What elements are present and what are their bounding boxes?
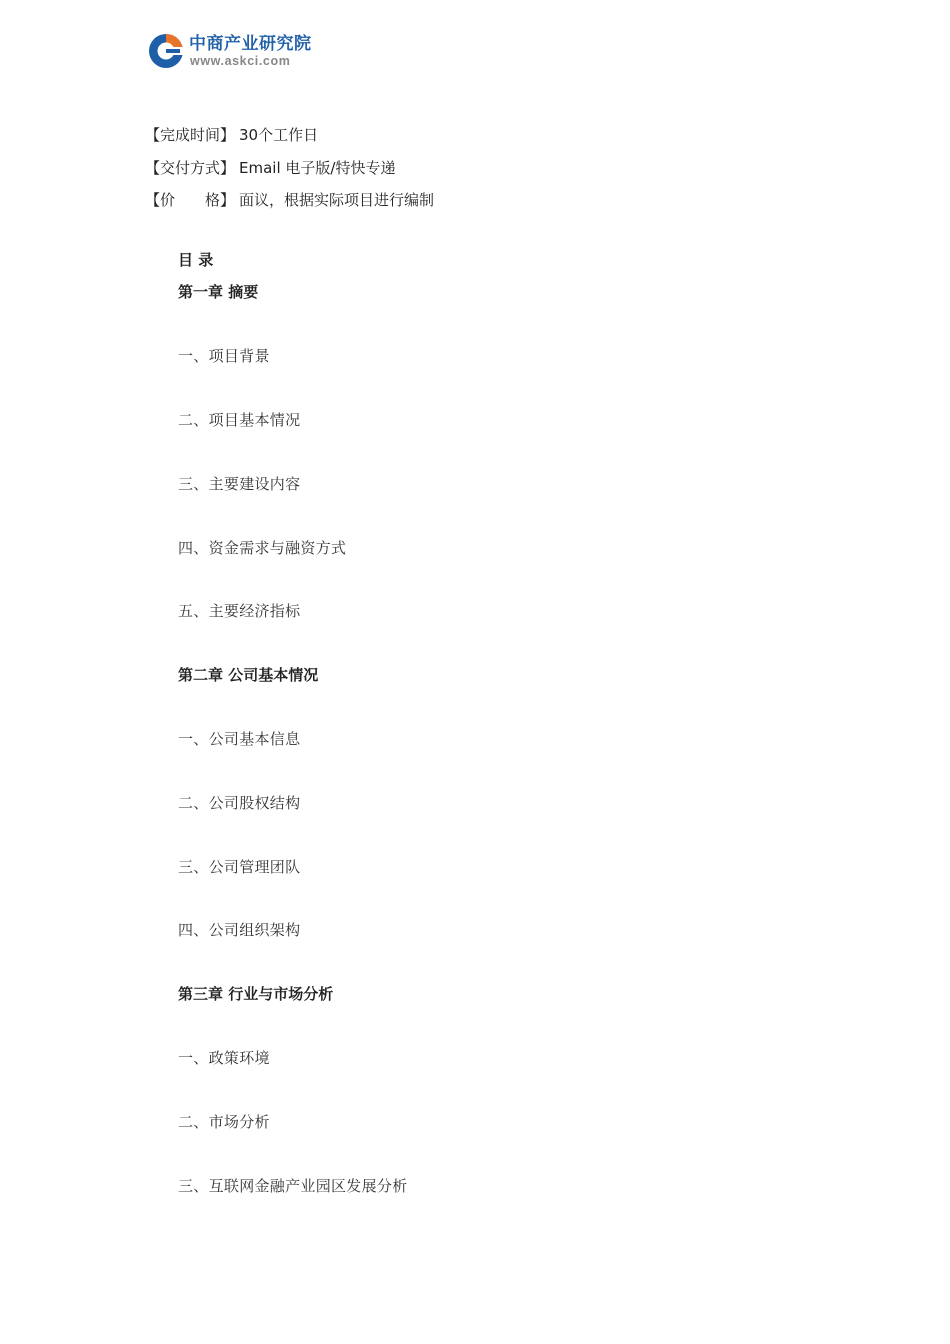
toc-item: 二、市场分析 xyxy=(178,1113,270,1131)
toc-item: 三、互联网金融产业园区发展分析 xyxy=(178,1177,408,1195)
report-meta xyxy=(145,119,434,217)
meta-key: 【交付方式】 xyxy=(145,158,236,177)
toc-item: 一、公司基本信息 xyxy=(178,730,301,748)
toc-item: 二、项目基本情况 xyxy=(178,411,301,429)
toc-item: 四、公司组织架构 xyxy=(178,921,301,939)
toc-item: 四、资金需求与融资方式 xyxy=(178,539,347,557)
meta-row-delivery-method xyxy=(145,152,434,185)
logo-url: www.askci.com xyxy=(190,54,291,68)
company-logo xyxy=(148,33,338,69)
toc-chapter: 第一章 摘要 xyxy=(178,283,259,301)
toc-item: 一、项目背景 xyxy=(178,347,270,365)
meta-key: 【价 格】 xyxy=(145,191,236,209)
meta-value: 30个工作日 xyxy=(239,126,319,144)
meta-value: 面议，根据实际项目进行编制 xyxy=(239,191,435,209)
meta-row-completion-time xyxy=(145,119,434,152)
toc-item: 三、主要建设内容 xyxy=(178,475,301,493)
meta-value: Email 电子版/特快专递 xyxy=(239,158,396,177)
toc-item: 二、公司股权结构 xyxy=(178,794,301,812)
toc-chapter: 第三章 行业与市场分析 xyxy=(178,985,334,1003)
toc-item: 五、主要经济指标 xyxy=(178,602,301,620)
toc-item: 一、政策环境 xyxy=(178,1049,270,1067)
toc-title: 目 录 xyxy=(178,251,214,269)
toc-chapter: 第二章 公司基本情况 xyxy=(178,666,319,684)
logo-mark-icon xyxy=(148,33,184,69)
meta-key: 【完成时间】 xyxy=(145,126,236,144)
logo-name: 中商产业研究院 xyxy=(189,34,312,54)
toc-item: 三、公司管理团队 xyxy=(178,858,301,876)
meta-row-price xyxy=(145,184,434,217)
